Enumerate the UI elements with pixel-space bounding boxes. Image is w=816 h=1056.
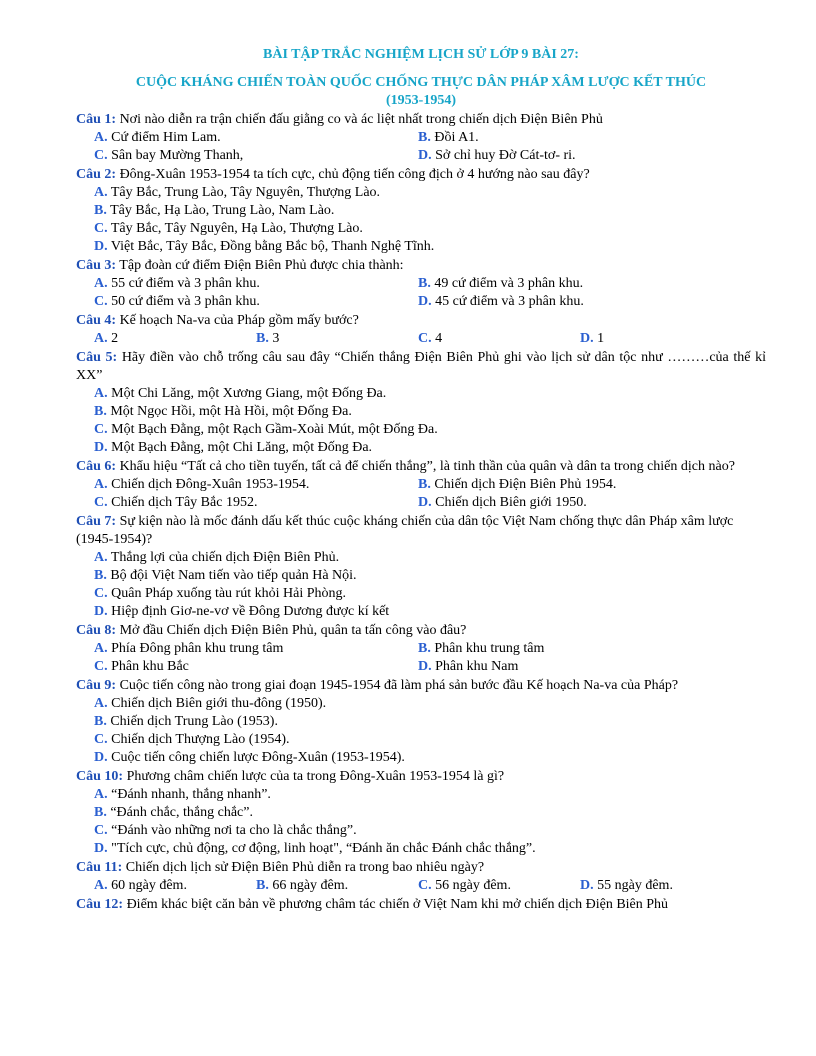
question-number: Câu 2: xyxy=(76,167,117,182)
option-c: C. Quân Pháp xuống tàu rút khỏi Hải Phòng. xyxy=(94,586,346,601)
question-stem xyxy=(76,677,766,695)
option-d: D. Một Bạch Đằng, một Chi Lăng, một Đống Đa. xyxy=(94,440,373,455)
document-page xyxy=(76,46,766,915)
option-b: B. Phân khu trung tâm xyxy=(418,641,545,656)
option-a: A. “Đánh nhanh, thắng nhanh”. xyxy=(94,787,271,802)
document-subtitle-years: (1953-1954) xyxy=(386,93,456,108)
question-text: Nơi nào diễn ra trận chiến đấu giằng co và ác liệt nhất trong chiến dịch Điện Biên Phủ xyxy=(116,112,603,127)
option-d: D. Cuộc tiến công chiến lược Đông-Xuân (1953-1954). xyxy=(94,750,405,765)
option-c: C. Chiến dịch Tây Bắc 1952. xyxy=(94,495,258,510)
question-number: Câu 8: xyxy=(76,623,117,638)
question-number: Câu 12: xyxy=(76,897,124,912)
question-text: Hãy điền vào chỗ trống câu sau đây “Chiến thắng Điện Biên Phủ ghi vào lịch sử dân tộc như ………của thế kỉ XX” xyxy=(76,350,766,383)
option-c: C. Một Bạch Đằng, một Rạch Gầm-Xoài Mút, một Đống Đa. xyxy=(94,422,438,437)
question-number: Câu 1: xyxy=(76,112,117,127)
option-a: A. Một Chi Lăng, một Xương Giang, một Đống Đa. xyxy=(94,386,387,401)
question-number: Câu 5: xyxy=(76,350,118,365)
option-a: A. Chiến dịch Đông-Xuân 1953-1954. xyxy=(94,477,310,492)
option-a: A. 60 ngày đêm. xyxy=(94,878,187,893)
question-8 xyxy=(76,622,766,676)
question-stem xyxy=(76,166,766,184)
option-d: D. 55 ngày đêm. xyxy=(580,878,673,893)
option-c: C. 4 xyxy=(418,331,443,346)
question-10 xyxy=(76,768,766,858)
question-text: Đông-Xuân 1953-1954 ta tích cực, chủ động tiến công địch ở 4 hướng nào sau đây? xyxy=(116,167,590,182)
question-text: Chiến dịch lịch sử Điện Biên Phủ diễn ra trong bao nhiêu ngày? xyxy=(122,860,485,875)
question-number: Câu 9: xyxy=(76,678,117,693)
question-stem xyxy=(76,896,766,914)
option-b: B. 66 ngày đêm. xyxy=(256,878,349,893)
question-7 xyxy=(76,513,766,621)
question-number: Câu 4: xyxy=(76,313,117,328)
question-text: Sự kiện nào là mốc đánh dấu kết thúc cuộc kháng chiến của dân tộc Việt Nam chống thực dân Pháp xâm lược (1945-1954)? xyxy=(76,514,734,547)
option-a: A. 2 xyxy=(94,331,119,346)
option-d: D. Phân khu Nam xyxy=(418,659,519,674)
question-stem xyxy=(76,458,766,476)
option-b: B. Bộ đội Việt Nam tiến vào tiếp quản Hà Nội. xyxy=(94,568,357,583)
option-b: B. Một Ngọc Hồi, một Hà Hồi, một Đống Đa. xyxy=(94,404,352,419)
question-text: Kế hoạch Na-va của Pháp gồm mấy bước? xyxy=(116,313,359,328)
option-b: B. “Đánh chắc, thắng chắc”. xyxy=(94,805,253,820)
option-b: B. 49 cứ điểm và 3 phân khu. xyxy=(418,276,584,291)
option-b: B. Chiến dịch Điện Biên Phủ 1954. xyxy=(418,477,617,492)
question-number: Câu 10: xyxy=(76,769,124,784)
option-c: C. Tây Bắc, Tây Nguyên, Hạ Lào, Thượng Lào. xyxy=(94,221,363,236)
question-stem xyxy=(76,257,766,275)
option-d: D. 45 cứ điểm và 3 phân khu. xyxy=(418,294,584,309)
option-d: D. Chiến dịch Biên giới 1950. xyxy=(418,495,587,510)
option-b: B. Tây Bắc, Hạ Lào, Trung Lào, Nam Lào. xyxy=(94,203,335,218)
question-stem xyxy=(76,859,766,877)
question-6 xyxy=(76,458,766,512)
option-b: B. 3 xyxy=(256,331,280,346)
question-stem xyxy=(76,349,766,385)
option-d: D. Sở chỉ huy Đờ Cát-tơ- ri. xyxy=(418,148,576,163)
question-number: Câu 7: xyxy=(76,514,117,529)
option-c: C. Sân bay Mường Thanh, xyxy=(94,148,244,163)
question-number: Câu 11: xyxy=(76,860,123,875)
option-a: A. Tây Bắc, Trung Lào, Tây Nguyên, Thượng Lào. xyxy=(94,185,381,200)
question-stem xyxy=(76,312,766,330)
option-c: C. Chiến dịch Thượng Lào (1954). xyxy=(94,732,290,747)
question-text: Phương châm chiến lược của ta trong Đông-Xuân 1953-1954 là gì? xyxy=(123,769,505,784)
option-b: B. Chiến dịch Trung Lào (1953). xyxy=(94,714,278,729)
question-text: Điểm khác biệt căn bản về phương châm tác chiến ở Việt Nam khi mở chiến dịch Điện Biên Phủ xyxy=(123,897,669,912)
question-stem xyxy=(76,622,766,640)
option-c: C. 50 cứ điểm và 3 phân khu. xyxy=(94,294,260,309)
option-a: A. Chiến dịch Biên giới thu-đông (1950). xyxy=(94,696,327,711)
question-text: Cuộc tiến công nào trong giai đoạn 1945-1954 đã làm phá sản bước đầu Kế hoạch Na-va của Pháp? xyxy=(116,678,679,693)
question-9 xyxy=(76,677,766,767)
option-c: C. “Đánh vào những nơi ta cho là chắc thắng”. xyxy=(94,823,357,838)
option-d: D. 1 xyxy=(580,331,605,346)
question-stem xyxy=(76,111,766,129)
option-b: B. Đồi A1. xyxy=(418,130,479,145)
question-3 xyxy=(76,257,766,311)
option-d: D. Việt Bắc, Tây Bắc, Đồng bằng Bắc bộ, Thanh Nghệ Tĩnh. xyxy=(94,239,435,254)
question-number: Câu 3: xyxy=(76,258,117,273)
question-text: Khẩu hiệu “Tất cả cho tiền tuyến, tất cả để chiến thắng”, là tinh thần của quân và dân ta trong chiến dịch nào? xyxy=(116,459,735,474)
question-4 xyxy=(76,312,766,348)
question-text: Mở đầu Chiến dịch Điện Biên Phủ, quân ta tấn công vào đâu? xyxy=(116,623,467,638)
question-5 xyxy=(76,349,766,457)
question-2 xyxy=(76,166,766,256)
option-a: A. Phía Đông phân khu trung tâm xyxy=(94,641,284,656)
question-1 xyxy=(76,111,766,165)
question-12 xyxy=(76,896,766,914)
question-11 xyxy=(76,859,766,895)
option-c: C. Phân khu Bắc xyxy=(94,659,189,674)
option-a: A. Thắng lợi của chiến dịch Điện Biên Phủ. xyxy=(94,550,340,565)
option-c: C. 56 ngày đêm. xyxy=(418,878,511,893)
question-stem xyxy=(76,513,766,549)
document-title: BÀI TẬP TRẮC NGHIỆM LỊCH SỬ LỚP 9 BÀI 27: xyxy=(263,47,579,62)
question-text: Tập đoàn cứ điểm Điện Biên Phủ được chia thành: xyxy=(116,258,404,273)
question-number: Câu 6: xyxy=(76,459,117,474)
question-stem xyxy=(76,768,766,786)
option-d: D. "Tích cực, chủ động, cơ động, linh hoạt", “Đánh ăn chắc Đánh chắc thắng”. xyxy=(94,841,536,856)
option-a: A. 55 cứ điểm và 3 phân khu. xyxy=(94,276,260,291)
option-a: A. Cứ điểm Him Lam. xyxy=(94,130,221,145)
option-d: D. Hiệp định Giơ-ne-vơ về Đông Dương được kí kết xyxy=(94,604,390,619)
document-subtitle: CUỘC KHÁNG CHIẾN TOÀN QUỐC CHỐNG THỰC DÂN PHÁP XÂM LƯỢC KẾT THÚC xyxy=(135,75,707,90)
